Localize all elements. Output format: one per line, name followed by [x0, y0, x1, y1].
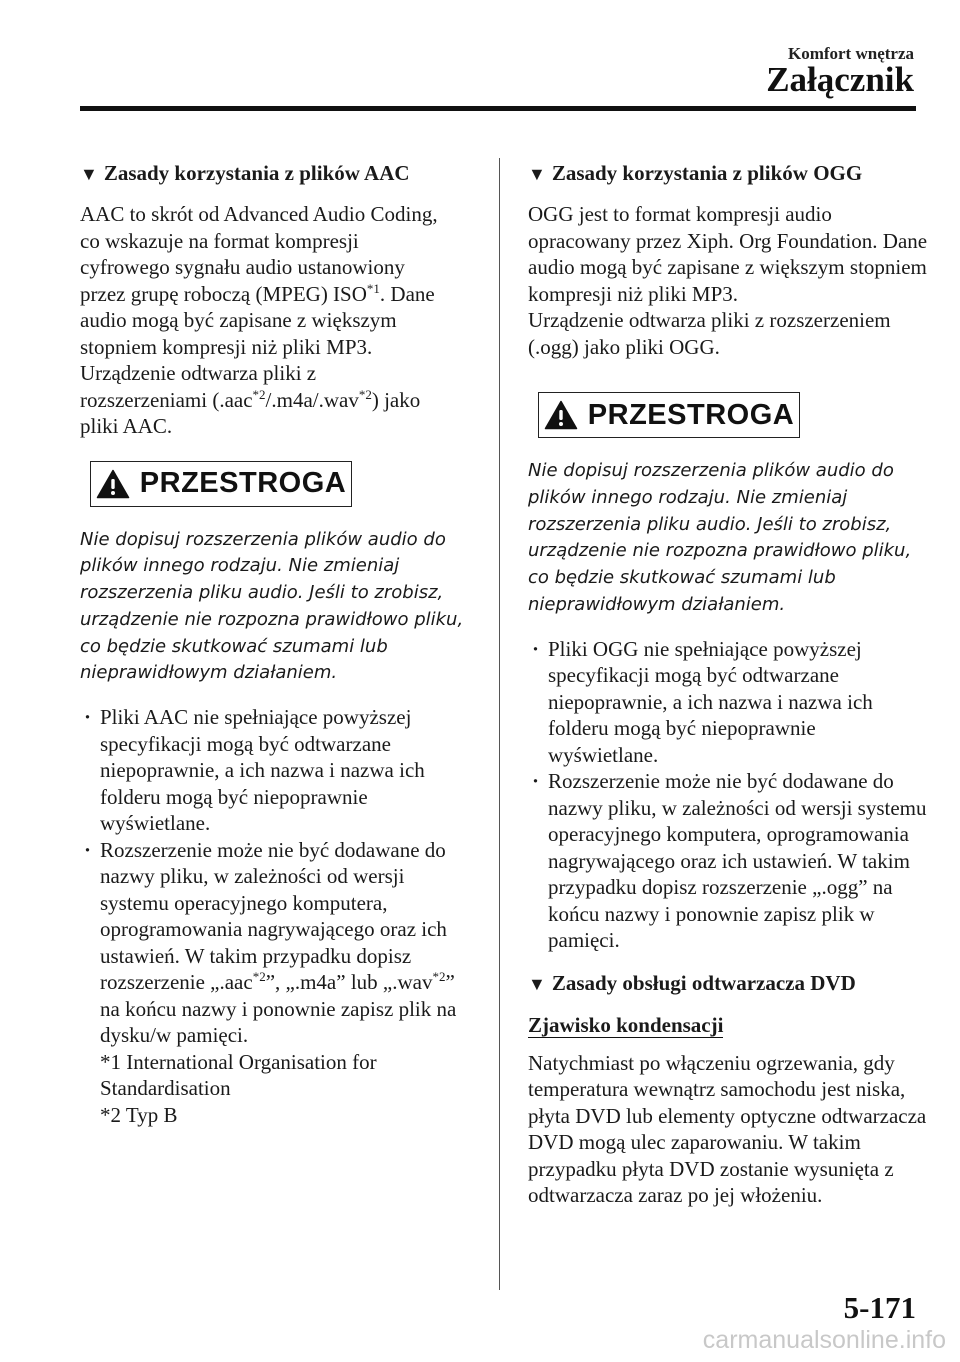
triangle-down-icon: ▼ — [528, 973, 546, 994]
header-rule — [80, 106, 916, 111]
footnote: *1 International Organisation for Standardisation — [100, 1049, 377, 1101]
ogg-paragraph: OGG jest to format kompresji audio opracowany przez Xiph. Org Foundation. Dane audio mogą być zapisane z większym stopniem kompresji niż pliki MP3. Urządzenie odtwarza pliki z rozszerzeniem (.ogg) jako pliki OGG. — [528, 202, 928, 359]
warning-triangle-icon — [96, 469, 130, 499]
list-item: · Rozszerzenie może nie być dodawane do nazwy pliku, w zależności od wersji systemu operacyjnego komputera, oprogramowania nagrywającego oraz ich ustawień. W takim przypadku dopisz rozszerzenie „.aac$^{*2}$”, „.m4a” lub „.wav$^{*2}$” na końcu nazwy i ponownie zapisz plik na dysku/w pamięci. — [80, 837, 478, 1049]
aac-warning-title: PRZESTROGA — [139, 467, 347, 499]
aac-warning-text: Nie dopisuj rozszerzenia plików audio do plików innego rodzaju. Nie zmieniaj rozszerzenia pliku audio. Jeśli to zrobisz, urządzenie nie rozpozna prawidłowo pliku, co będzie skutkować szumami lub nieprawidłowym działaniem. — [80, 528, 464, 684]
ogg-heading: ▼ Zasady korzystania z plików OGG — [528, 161, 863, 185]
list-item: · Pliki OGG nie spełniające powyższej specyfikacji mogą być odtwarzane niepoprawnie, a ich nazwa i nazwa ich folderu mogą być niepoprawnie wyświetlane. — [528, 636, 928, 769]
header-title: Załącznik — [766, 60, 914, 99]
dvd-paragraph: Natychmiast po włączeniu ogrzewania, gdy temperatura wewnątrz samochodu jest niska, płyta DVD lub elementy optyczne odtwarzacza DVD mogą ulec zaparowaniu. W takim przypadku płyta DVD zostanie wysunięta z odtwarzacza zaraz po jej włożeniu. — [528, 1050, 927, 1208]
ogg-warning-title: PRZESTROGA — [587, 398, 795, 431]
column-divider — [499, 158, 500, 1290]
triangle-down-icon: ▼ — [80, 164, 98, 184]
dvd-subheading: Zjawisko kondensacji — [528, 1012, 724, 1037]
header-section: Komfort wnętrza — [787, 44, 914, 63]
list-item: · Rozszerzenie może nie być dodawane do nazwy pliku, w zależności od wersji systemu operacyjnego komputera, oprogramowania nagrywającego oraz ich ustawień. W takim przypadku dopisz rozszerzenie „.ogg” na końcu nazwy i ponownie zapisz plik w pamięci. — [528, 768, 928, 954]
page-number: 5-171 — [843, 1290, 916, 1325]
triangle-down-icon: ▼ — [528, 164, 546, 184]
aac-footnotes — [80, 1049, 478, 1129]
aac-warning-box — [90, 461, 352, 507]
ogg-bullet-list — [528, 636, 928, 954]
footnote: *2 Typ B — [100, 1102, 178, 1127]
dvd-heading: ▼ Zasady obsługi odtwarzacza DVD — [528, 970, 856, 995]
aac-paragraph: AAC to skrót od Advanced Audio Coding, co wskazuje na format kompresji cyfrowego sygnału audio ustanowiony przez grupę roboczą (MPEG) ISO$^{*1}$. Dane audio mogą być zapisane z większym stopniem kompresji niż pliki MP3. Urządzenie odtwarza pliki z rozszerzeniami (.aac$^{*2}$/.m4a/.wav$^{*2}$) jako pliki AAC. — [80, 202, 438, 438]
ogg-warning-box — [538, 392, 800, 438]
aac-bullet-list — [80, 704, 478, 1049]
left-column — [80, 158, 478, 1128]
warning-triangle-icon — [544, 400, 578, 430]
watermark: carmanualsonline.info — [702, 1326, 946, 1354]
right-column — [528, 158, 928, 1209]
ogg-warning-text: Nie dopisuj rozszerzenia plików audio do plików innego rodzaju. Nie zmieniaj rozszerzenia pliku audio. Jeśli to zrobisz, urządzenie nie rozpozna prawidłowo pliku, co będzie skutkować szumami lub nieprawidłowym działaniem. — [528, 460, 912, 615]
list-item: · Pliki AAC nie spełniające powyższej specyfikacji mogą być odtwarzane niepoprawnie, a ich nazwa i nazwa ich folderu mogą być niepoprawnie wyświetlane. — [80, 704, 478, 837]
aac-heading: ▼ Zasady korzystania z plików AAC — [80, 161, 410, 185]
